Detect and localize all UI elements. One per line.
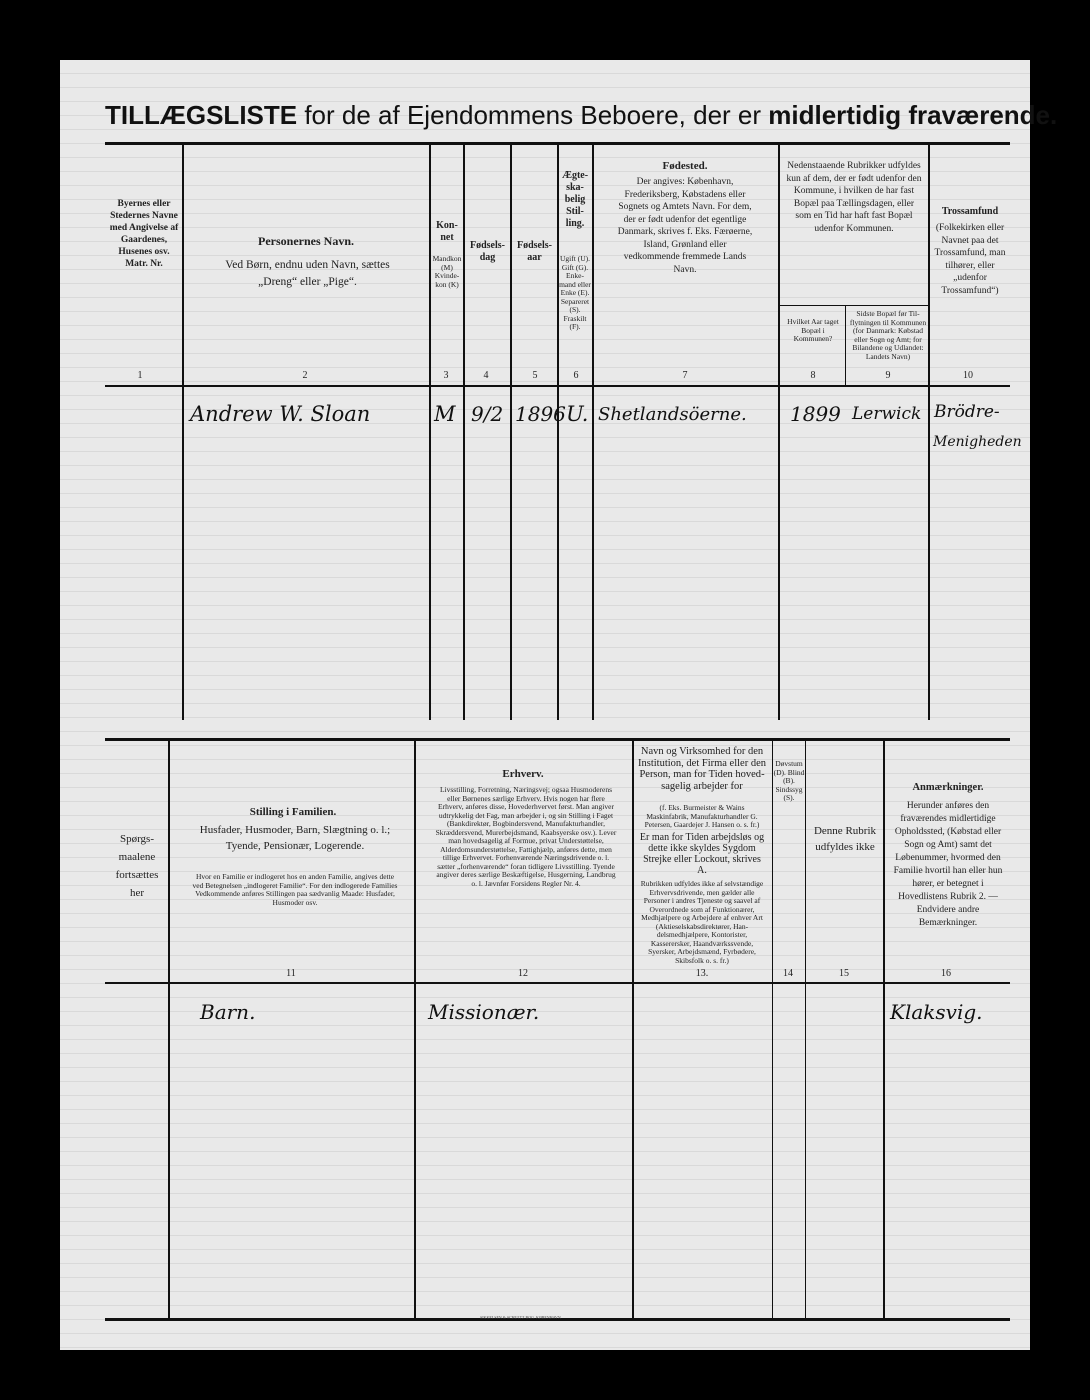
col-number-2: 2 [302,370,308,381]
entry-remarks: Klaksvig. [890,1000,983,1024]
low-col-divider-1 [168,741,170,1318]
col-number-16: 16 [941,968,951,979]
header-col6-body: Ugift (U). Gift (G). Enkemand eller Enke (E). Separeret (S). Fraskilt (F). [559,254,591,331]
printer-mark: SIKKELSEN & SCHULTZ BOG. KØBENHAVN [480,1315,561,1320]
low-col-divider-4 [772,741,773,1318]
col-divider-5 [557,145,559,720]
entry-birthday: 9/2 [471,402,504,426]
entry-religion-line1: Brödre- [934,402,1000,422]
col-number-7: 7 [682,370,688,381]
col-number-11: 11 [286,968,296,979]
col-number-15: 15 [839,968,849,979]
header-col11-title: Stilling i Familien. [249,806,337,818]
entry-birthplace: Shetlandsöerne. [598,404,747,425]
header-col14: Døvstum (D). Blind (B). Sindssyg (S). [773,759,805,802]
col-number-3: 3 [443,370,449,381]
col-number-12: 12 [518,968,528,979]
header-col13-note1: (f. Eks. Burmeister & Wains Maskinfabrik, Manufakturhandler G. Petersen, Gaardejer J. Hansen o. s. fr.) [644,803,760,829]
header-col7-body: Der angives: København, Frederiksberg, Købstadens eller Sognets og Amtets Navn. For dem, der er født udenfor det egentlige Danmark, skrives f. Eks. Færøerne, Island, Grønland eller vedkommende fremmede Lands Navn. [617,177,753,275]
entry-marital-status: U. [566,402,589,426]
low-col-divider-5 [805,741,806,1318]
header-col8: Hvilket Aar taget Bopæl i Kommunen? [787,317,839,343]
header-col13-title: Navn og Virksomhed for den Institution, det Firma eller den Person, man for Tiden hovedsagelig arbejder for [637,746,766,792]
col-divider-8 [845,305,846,385]
header-col16-body: Herunder anføres den fraværendes midlertidige Opholdssted, (Købstad eller Sogn og Amt) samt det Løbenummer, hvormed den Familie hvortil han eller hun hører, er betegnet i Hovedlistens Rubrik 2. — Endvidere andre Bemærkninger. [893,801,1003,928]
col-number-13: 13. [695,968,709,979]
header-col5: Fødselsaar [516,240,552,263]
title-end: midlertidig fraværende. [768,100,1058,130]
col-divider-6 [592,145,594,720]
header-col3-body: Mandkon (M) Kvindekon (K) [432,254,462,289]
header-col2-title: Personernes Navn. [258,234,354,248]
col-divider-7 [778,145,780,720]
header-col11-body: Husfader, Husmoder, Barn, Slægtning o. l.; Tyende, Pensionær, Logerende. [199,824,391,852]
header-col12-note: Livsstilling, Forretning, Næringsvej; ogsaa Husmoderens eller Børnenes særlige Erhverv. Hvis nogen har flere Erhverv, anføres disse, Hovederhvervet først. Man angiver udtrykkelig det Fag, man arbejder i, og sin Stilling i Faget (Bankdirektør, Bogbindersvend, Manufakturhandler, Skræddersvend, Murerbejdsmand, Kaabsyerske osv.). Lever man hovedsagelig af Formue, privat Understøttelse, Alderdomsunderstøttelse, Fattighjælp, anføres dette, men tillige Erhvervet. Forhenværende Næringsdrivende o. l. sætter „forhenværende“ foran tidligere Livsstilling. Tyende angiver deres særlige Beskæftigelse, Husgerning, Landbrug o. l. Jævnfør Forsidens Regler Nr. 4. [435,785,617,888]
col-number-8: 8 [810,370,816,381]
col-divider-1 [182,145,184,720]
header-col16-title: Anmærkninger. [912,782,984,793]
col-number-4: 4 [483,370,489,381]
entry-religion-line2: Menigheden [933,434,1022,450]
low-col-divider-6 [883,741,885,1318]
header-col10-body: (Folkekirken eller Navnet paa det Trossamfund, man tilhører, eller „udenfor Trossamfund“) [934,223,1006,296]
lower-header-rule [105,982,1010,984]
header-col9: Sidste Bopæl før Tilflytningen til Kommunen (for Danmark: Købstad eller Sogn og Amt; for Bilandene og Udlandet: Landets Navn) [849,309,927,361]
title-middle: for de af Ejendommens Beboere, der er [297,100,769,130]
header-col6-title: Ægteskabelig Stilling. [561,170,589,229]
header-col89-top: Nedenstaaende Rubrikker udfyldes kun af dem, der er født udenfor den Kommune, i hvilken de har fast Bopæl paa Tællingsdagen, eller som en Tid har haft fast Bopæl udenfor Kommunen. [786,161,922,234]
header-col7-title: Fødested. [662,160,708,172]
low-col-divider-3 [632,741,634,1318]
header-continuation: Spørgsmaalene fortsættes her [115,833,159,899]
col-number-10: 10 [963,370,973,381]
col-number-1: 1 [137,370,143,381]
form-title [105,100,1058,131]
entry-family-position: Barn. [200,1000,256,1024]
title-main: TILLÆGSLISTE [105,100,298,130]
header-col10-title: Trossamfund [941,206,999,217]
header-col13-idle: Er man for Tiden arbejdsløs og dette ikke skyldes Sygdom Strejke eller Lockout, skrives A. [639,832,765,876]
header-col1: Byernes eller Stedernes Navne med Angivelse af Gaardenes, Husenes osv. Matr. Nr. [109,199,179,269]
header-col4: Fødselsdag [469,240,505,263]
col-89-split-rule [780,305,928,306]
census-form-sheet [60,60,1058,1350]
header-col3-title: Konnet [436,220,458,243]
col-number-5: 5 [532,370,538,381]
lower-top-rule [105,738,1010,741]
entry-sex: M [434,402,456,426]
low-col-divider-2 [414,741,416,1318]
entry-year-moved: 1899 [790,402,841,426]
entry-occupation: Missionær. [428,1000,540,1024]
col-divider-3 [463,145,465,720]
col-divider-9 [928,145,930,720]
entry-name: Andrew W. Sloan [190,402,371,426]
entry-last-residence: Lerwick [852,404,922,424]
col-number-9: 9 [885,370,891,381]
header-col11-note: Hvor en Familie er indlogeret hos en anden Familie, angives dette ved Betegnelsen „indlogeret Familie“. For den indlogerede Families Vedkommende anføres Stillingen paa sædvanlig Maade: Husfader, Husmoder osv. [192,872,398,907]
entry-birthyear: 1896 [515,402,566,426]
header-col12-title: Erhverv. [502,768,544,780]
col-number-14: 14 [783,968,793,979]
header-col2-body: Ved Børn, endnu uden Navn, sættes „Dreng“ eller „Pige“. [225,259,390,288]
header-col13-note2: Rubrikken udfyldes ikke af selvstændige Erhvervsdrivende, men gælder alle Personer i andres Tjeneste og saavel af Overordnede som af Funktionærer, Medhjælpere og Arbejdere af enhver Art (Aktieselskabsdirektører, Handelsmedhjælpere, Kontorister, Kasserersker, Haandværkssvende, Syersker, Arbejdsmænd, Fyrbødere, Skibsfolk o. s. fr.) [640,879,764,965]
col-divider-4 [510,145,512,720]
col-number-6: 6 [573,370,579,381]
col-divider-2 [429,145,431,720]
header-col15: Denne Rubrik udfyldes ikke [813,825,876,853]
